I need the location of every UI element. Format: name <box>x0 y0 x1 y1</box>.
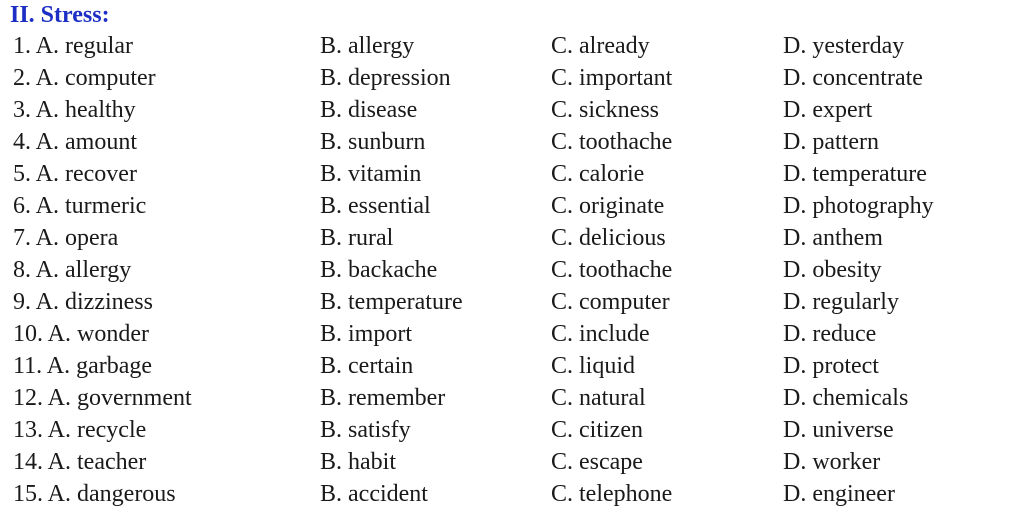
question-row <box>13 222 1013 254</box>
option-b: B. depression <box>320 65 451 91</box>
option-d: D. pattern <box>783 129 879 155</box>
option-c: C. delicious <box>551 225 666 251</box>
option-d: D. temperature <box>783 161 927 187</box>
option-a: 9. A. dizziness <box>13 289 153 315</box>
question-list <box>13 30 1013 510</box>
question-row <box>13 382 1013 414</box>
option-d: D. obesity <box>783 257 882 283</box>
option-d: D. regularly <box>783 289 899 315</box>
option-c: C. calorie <box>551 161 645 187</box>
option-b: B. import <box>320 321 413 347</box>
option-b: B. backache <box>320 257 438 283</box>
option-a: 12. A. government <box>13 385 192 411</box>
option-c: C. already <box>551 33 650 59</box>
section-heading: II. Stress: <box>10 2 110 28</box>
question-row <box>13 318 1013 350</box>
question-row <box>13 446 1013 478</box>
option-a: 3. A. healthy <box>13 97 136 123</box>
option-a: 15. A. dangerous <box>13 481 176 507</box>
option-c: C. citizen <box>551 417 643 443</box>
option-c: C. natural <box>551 385 646 411</box>
question-row <box>13 254 1013 286</box>
question-row <box>13 286 1013 318</box>
option-d: D. concentrate <box>783 65 923 91</box>
option-d: D. chemicals <box>783 385 909 411</box>
option-b: B. habit <box>320 449 396 475</box>
option-c: C. liquid <box>551 353 636 379</box>
question-row <box>13 414 1013 446</box>
option-b: B. essential <box>320 193 431 219</box>
question-row <box>13 158 1013 190</box>
option-d: D. protect <box>783 353 879 379</box>
option-c: C. important <box>551 65 673 91</box>
option-d: D. photography <box>783 193 934 219</box>
option-a: 7. A. opera <box>13 225 119 251</box>
option-a: 1. A. regular <box>13 33 133 59</box>
option-d: D. expert <box>783 97 873 123</box>
option-b: B. satisfy <box>320 417 411 443</box>
option-a: 5. A. recover <box>13 161 137 187</box>
option-b: B. temperature <box>320 289 463 315</box>
option-a: 11. A. garbage <box>13 353 153 379</box>
option-b: B. vitamin <box>320 161 422 187</box>
option-b: B. rural <box>320 225 394 251</box>
question-row <box>13 94 1013 126</box>
option-a: 6. A. turmeric <box>13 193 147 219</box>
option-c: C. toothache <box>551 129 673 155</box>
option-c: C. sickness <box>551 97 659 123</box>
option-d: D. universe <box>783 417 894 443</box>
option-c: C. toothache <box>551 257 673 283</box>
question-row <box>13 190 1013 222</box>
option-d: D. engineer <box>783 481 895 507</box>
option-b: B. allergy <box>320 33 415 59</box>
option-a: 8. A. allergy <box>13 257 132 283</box>
option-c: C. escape <box>551 449 643 475</box>
option-d: D. anthem <box>783 225 883 251</box>
option-b: B. remember <box>320 385 446 411</box>
option-d: D. worker <box>783 449 881 475</box>
question-row <box>13 62 1013 94</box>
option-a: 10. A. wonder <box>13 321 149 347</box>
option-a: 2. A. computer <box>13 65 156 91</box>
option-a: 13. A. recycle <box>13 417 147 443</box>
option-b: B. sunburn <box>320 129 426 155</box>
option-b: B. disease <box>320 97 418 123</box>
question-row <box>13 350 1013 382</box>
option-d: D. reduce <box>783 321 877 347</box>
option-c: C. include <box>551 321 650 347</box>
option-c: C. computer <box>551 289 670 315</box>
option-b: B. certain <box>320 353 414 379</box>
option-c: C. originate <box>551 193 665 219</box>
option-b: B. accident <box>320 481 428 507</box>
option-a: 14. A. teacher <box>13 449 147 475</box>
option-a: 4. A. amount <box>13 129 137 155</box>
question-row <box>13 30 1013 62</box>
option-c: C. telephone <box>551 481 673 507</box>
option-d: D. yesterday <box>783 33 905 59</box>
question-row <box>13 478 1013 510</box>
question-row <box>13 126 1013 158</box>
